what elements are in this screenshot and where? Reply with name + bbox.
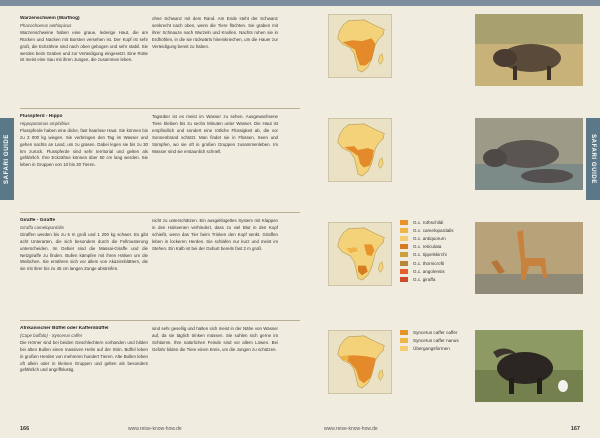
side-tab-label: SAFARI GUIDE [590, 134, 596, 184]
legend-item [400, 328, 459, 336]
legend-swatch [400, 228, 408, 233]
warthog-text-col-2 [152, 16, 278, 100]
legend-item [400, 267, 454, 275]
legend-swatch [400, 220, 408, 225]
divider-2 [20, 212, 300, 213]
footer-left: www.reise-know-how.de [128, 426, 182, 432]
legend-label: Syncerus caffer caffer [413, 329, 458, 335]
hippo-text-col-2 [152, 114, 278, 206]
madagascar [378, 262, 383, 273]
hippo-scientific-name: Hippopotamus amphibius [20, 120, 70, 126]
legend-label: Syncerus caffer nanus [413, 337, 459, 343]
hippo-range-map [328, 118, 392, 182]
legend-swatch [400, 338, 408, 343]
legend-swatch [400, 269, 408, 274]
buffalo-text-col-1 [20, 326, 148, 418]
hippo-heading: Flusspferd - Hippo [20, 114, 63, 119]
madagascar [378, 54, 383, 65]
giraffe-photo [475, 222, 583, 294]
warthog-photo [475, 14, 583, 86]
buffalo-scientific-name: (Cape buffalo) - Syncerus caffer [20, 332, 83, 338]
buffalo-photo [475, 330, 583, 402]
giraffe-text-2: nicht zu unterschätzen. Ein ausgeklügeltes System mit Klappen in den Halsvenen verhindert, dass zu viel Blut in den Kopf schießt, wenn das Tier beim Trinken den Kopf senkt. Giraffen leben in lockeren Herden. Sie schlafen nur kurz und meist im Stehen. Ein Kalb ist bei der Geburt bereits fast 2 m groß. [152, 218, 278, 251]
legend-swatch [400, 346, 408, 351]
legend-label: G.c. rothschildi [413, 219, 444, 225]
warthog-scientific-name: Phacochoerus aethiopicus [20, 22, 72, 28]
legend-label: G.c. tippelskirchi [413, 252, 447, 258]
legend-label: G.c. reticulata [413, 244, 442, 250]
legend-label: G.c. giraffa [413, 276, 436, 282]
warthog-heading: Warzenschwein (Warthog) [20, 16, 80, 21]
legend-item [400, 336, 459, 344]
legend-label: G.c. thornicrofti [413, 260, 445, 266]
footer-right: www.reise-know-how.de [324, 426, 378, 432]
legend-swatch [400, 244, 408, 249]
legend-item [400, 226, 454, 234]
legend-item [400, 344, 459, 352]
buffalo-legend [400, 328, 459, 353]
hippo-text-2: Tagsüber ist es meist im Wasser zu sehen. Ausgewachsene Tiere bleiben bis zu sechs Minuten unter Wasser. Die Haut ist empfindlich und sondert eine rötliche Flüssigkeit ab, die vor Sonnenbrand schützt. Man findet sie in Flüssen, Seen und Sümpfen, wo sie oft in großen Gruppen zusammenleben. Im Wasser sind sie erstaunlich schnell. [152, 114, 278, 154]
buffalo-text-1: Die Hörner sind bei beiden Geschlechtern vorhanden und bilden bei alten Bullen einen massiven Helm auf der Stirn. Büffel leben in großen Herden von mehreren hundert Tieren. Alte Bullen leben oft allein oder in kleinen Gruppen und gelten als besonders gefährlich und angriffslustig. [20, 339, 148, 373]
giraffe-text-col-2 [152, 218, 278, 314]
hippo-text-col-1 [20, 114, 148, 206]
top-bar [0, 0, 300, 6]
hippo-photo [475, 118, 583, 190]
legend-swatch [400, 252, 408, 257]
buffalo-range-map [328, 330, 392, 394]
legend-label: G.c. antiquorum [413, 235, 446, 241]
buffalo-text-col-2 [152, 326, 278, 418]
giraffe-heading: Giraffe - Giraffe [20, 218, 56, 223]
legend-item [400, 218, 454, 226]
legend-swatch [400, 261, 408, 266]
legend-swatch [400, 330, 408, 335]
legend-label: G.c. camelopardalis [413, 227, 454, 233]
giraffe-range-map [328, 222, 392, 286]
buffalo-text-2: sind sehr gesellig und halten sich meist in der Nähe von Wasser auf, da sie täglich trinken müssen. Sie suhlen sich gerne im Schlamm. Ihre natürlichen Feinde sind vor allem Löwen. Bei Gefahr bilden die Tiere einen Kreis, um die Jungen zu schützen. [152, 326, 278, 352]
page-number-right: 167 [570, 426, 580, 432]
legend-item [400, 251, 454, 259]
warthog-range-map [328, 14, 392, 78]
legend-label: G.c. angolensis [413, 268, 445, 274]
buffalo-heading: Afrikanischer Büffel oder Kaffernbüffel [20, 326, 109, 331]
page-number-left: 166 [20, 426, 30, 432]
giraffe-text-1: Giraffen werden bis zu 5 m groß und 1 200 kg schwer. Es gibt acht Unterarten, die sich besonders durch die Fellmusterung unterscheiden. Im Gebiet sind die Massai-Giraffe und die Netzgiraffe zu finden. Bullen kämpfen mit ihren Hälsen um die Weibchen. Sie ernähren sich vor allem von Akazienblättern, die sie mit ihrer bis zu 45 cm langen Zunge abstreifen. [20, 231, 148, 272]
legend-item [400, 259, 454, 267]
legend-item [400, 275, 454, 283]
legend-item [400, 243, 454, 251]
hippo-text-1: Flusspferde haben eine dicke, fast haarlose Haut. Sie können bis zu 3 000 kg wiegen. Sie verbringen den Tag im Wasser und gehen nachts an Land, um zu grasen. Dabei legen sie bis zu 30 km zurück. Flusspferde sind sehr territorial und gelten als gefährlich. Ihre Eckzähne können über 50 cm lang werden. Sie leben in Gruppen von 10 bis 30 Tieren. [20, 127, 148, 168]
warthog-text-col-1 [20, 16, 148, 100]
legend-swatch [400, 277, 408, 282]
giraffe-scientific-name: Giraffa camelopardalis [20, 224, 64, 230]
madagascar [378, 158, 383, 169]
giraffe-legend [400, 218, 454, 284]
madagascar [378, 370, 383, 381]
warthog-text-2: ohne Schwanz mit dem Rand. Am Ende steht der Schwanz senkrecht nach oben, wenn die Tiere flüchten. Sie graben mit ihrer Schnauze nach Wurzeln und Knollen. Nachts ruhen sie in Erdhöhlen, in die sie rückwärts hineinkriechen, um die Hauer zur Verteidigung bereit zu haben. [152, 16, 278, 49]
warthog-text-1: Warzenschweine haben eine graue, lederige Haut, die am Rücken und Nacken mit Borsten versehen ist. Der Kopf ist sehr groß, die Eckzähne sind nach oben gebogen und sehr stabil. Sie werden beim Graben und zur Verteidigung eingesetzt. Eine Rotte ist meist eine Sau mit ihren Jungen, die zusammen leben. [20, 29, 148, 63]
side-tab-label: SAFARI GUIDE [4, 134, 10, 184]
legend-swatch [400, 236, 408, 241]
divider-3 [20, 320, 300, 321]
right-page [300, 0, 600, 438]
side-tab-left [0, 118, 14, 200]
divider-1 [20, 108, 300, 109]
top-bar [300, 0, 600, 6]
legend-item [400, 234, 454, 242]
side-tab-right [586, 118, 600, 200]
giraffe-text-col-1 [20, 218, 148, 314]
legend-label: Übergangsformen [413, 345, 450, 351]
